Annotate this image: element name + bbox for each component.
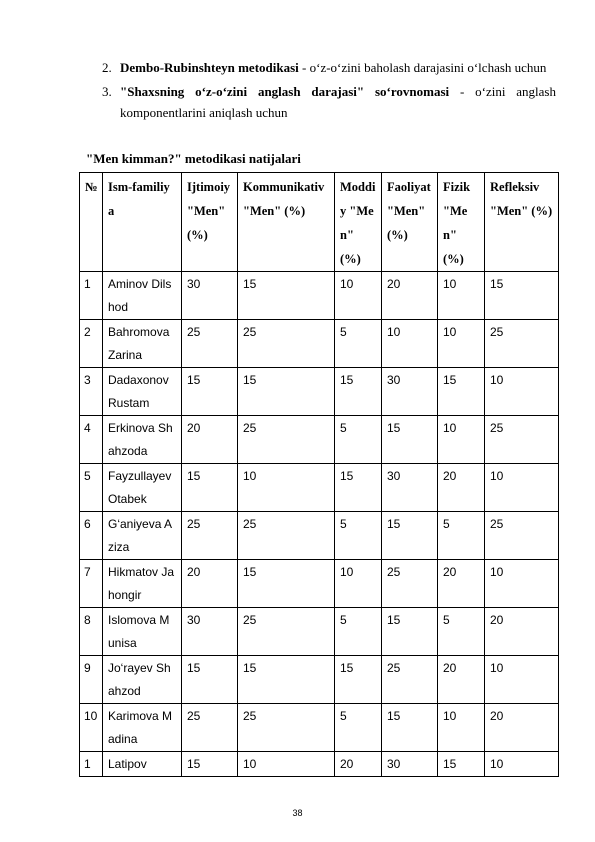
table-row (80, 704, 559, 752)
value-cell: 10 (438, 320, 485, 368)
value-cell: 10 (485, 464, 559, 512)
value-cell: 10 (238, 464, 335, 512)
table-row (80, 656, 559, 704)
column-header: Moddiy "Men" (%) (335, 173, 382, 272)
column-header: Fizik "Men" (%) (438, 173, 485, 272)
value-cell: 30 (182, 608, 238, 656)
value-cell: 25 (182, 512, 238, 560)
row-number-cell: 8 (80, 608, 103, 656)
value-cell: 30 (182, 272, 238, 320)
value-cell: 30 (382, 752, 438, 777)
value-cell: 15 (182, 464, 238, 512)
method-description: - o‘z-o‘zini baholash darajasini o‘lchash uchun (298, 60, 547, 75)
value-cell: 15 (335, 656, 382, 704)
value-cell: 15 (382, 512, 438, 560)
name-cell: Dadaxonov Rustam (103, 368, 182, 416)
value-cell: 10 (335, 560, 382, 608)
value-cell: 5 (335, 416, 382, 464)
value-cell: 25 (238, 512, 335, 560)
table-row (80, 464, 559, 512)
row-number-cell: 3 (80, 368, 103, 416)
method-name: "Shaxsning o‘z-o‘zini anglash darajasi" so‘rovnomasi (120, 84, 450, 99)
value-cell: 25 (382, 656, 438, 704)
value-cell: 15 (485, 272, 559, 320)
name-cell: G‘aniyeva Aziza (103, 512, 182, 560)
value-cell: 20 (335, 752, 382, 777)
value-cell: 25 (485, 512, 559, 560)
value-cell: 25 (485, 416, 559, 464)
table-row (80, 560, 559, 608)
value-cell: 5 (335, 704, 382, 752)
name-cell: Bahromova Zarina (103, 320, 182, 368)
column-header: Faoliyat "Men" (%) (382, 173, 438, 272)
table-title: "Men kimman?" metodikasi natijalari (86, 151, 301, 166)
value-cell: 10 (485, 656, 559, 704)
name-cell: Aminov Dilshod (103, 272, 182, 320)
value-cell: 30 (382, 464, 438, 512)
row-number-cell: 4 (80, 416, 103, 464)
value-cell: 10 (238, 752, 335, 777)
value-cell: 25 (238, 608, 335, 656)
value-cell: 10 (485, 560, 559, 608)
column-header: Refleksiv "Men" (%) (485, 173, 559, 272)
name-cell: Islomova Munisa (103, 608, 182, 656)
row-number-cell: 9 (80, 656, 103, 704)
table-row (80, 368, 559, 416)
table-row (80, 608, 559, 656)
table-row (80, 512, 559, 560)
row-number-cell: 10 (80, 704, 103, 752)
name-cell: Karimova Madina (103, 704, 182, 752)
table-row (80, 752, 559, 777)
value-cell: 5 (335, 608, 382, 656)
value-cell: 15 (335, 464, 382, 512)
name-cell: Latipov (103, 752, 182, 777)
value-cell: 5 (438, 608, 485, 656)
value-cell: 15 (438, 368, 485, 416)
table-row (80, 272, 559, 320)
list-number: 2. (102, 60, 112, 75)
value-cell: 15 (238, 272, 335, 320)
column-header: Ijtimoiy "Men" (%) (182, 173, 238, 272)
value-cell: 15 (382, 704, 438, 752)
value-cell: 10 (485, 752, 559, 777)
table-header-row (80, 173, 559, 272)
value-cell: 20 (438, 560, 485, 608)
value-cell: 25 (182, 704, 238, 752)
list-item (102, 57, 556, 78)
value-cell: 10 (438, 272, 485, 320)
page-number: 38 (292, 808, 303, 818)
value-cell: 15 (182, 656, 238, 704)
value-cell: 15 (382, 416, 438, 464)
row-number-cell: 1 (80, 272, 103, 320)
value-cell: 20 (182, 560, 238, 608)
method-name: Dembo-Rubinshteyn metodikasi (120, 60, 299, 75)
name-cell: Hikmatov Jahongir (103, 560, 182, 608)
name-cell: Erkinova Shahzoda (103, 416, 182, 464)
value-cell: 10 (438, 704, 485, 752)
row-number-cell: 6 (80, 512, 103, 560)
list-item (102, 81, 556, 123)
value-cell: 15 (335, 368, 382, 416)
column-header: № (80, 173, 103, 272)
value-cell: 5 (335, 512, 382, 560)
row-number-cell: 5 (80, 464, 103, 512)
list-number: 3. (102, 84, 112, 99)
value-cell: 25 (485, 320, 559, 368)
method-description: - o‘zini anglash komponentlarini aniqlash uchun (120, 84, 556, 120)
value-cell: 25 (382, 560, 438, 608)
row-number-cell: 7 (80, 560, 103, 608)
value-cell: 20 (438, 656, 485, 704)
column-header: Kommunikativ "Men" (%) (238, 173, 335, 272)
column-header: Ism-familiya (103, 173, 182, 272)
value-cell: 15 (438, 752, 485, 777)
value-cell: 25 (182, 320, 238, 368)
value-cell: 10 (485, 368, 559, 416)
value-cell: 10 (335, 272, 382, 320)
value-cell: 20 (182, 416, 238, 464)
value-cell: 20 (382, 272, 438, 320)
numbered-list (102, 57, 556, 126)
row-number-cell: 1 (80, 752, 103, 777)
value-cell: 15 (238, 560, 335, 608)
value-cell: 15 (182, 752, 238, 777)
results-table (79, 172, 559, 777)
value-cell: 5 (335, 320, 382, 368)
value-cell: 20 (485, 608, 559, 656)
value-cell: 25 (238, 704, 335, 752)
value-cell: 15 (182, 368, 238, 416)
value-cell: 25 (238, 416, 335, 464)
value-cell: 15 (238, 368, 335, 416)
name-cell: Fayzullayev Otabek (103, 464, 182, 512)
name-cell: Jo‘rayev Shahzod (103, 656, 182, 704)
value-cell: 25 (238, 320, 335, 368)
value-cell: 15 (382, 608, 438, 656)
value-cell: 10 (382, 320, 438, 368)
value-cell: 10 (438, 416, 485, 464)
value-cell: 20 (485, 704, 559, 752)
table-row (80, 320, 559, 368)
row-number-cell: 2 (80, 320, 103, 368)
value-cell: 15 (238, 656, 335, 704)
table-row (80, 416, 559, 464)
value-cell: 5 (438, 512, 485, 560)
value-cell: 30 (382, 368, 438, 416)
value-cell: 20 (438, 464, 485, 512)
